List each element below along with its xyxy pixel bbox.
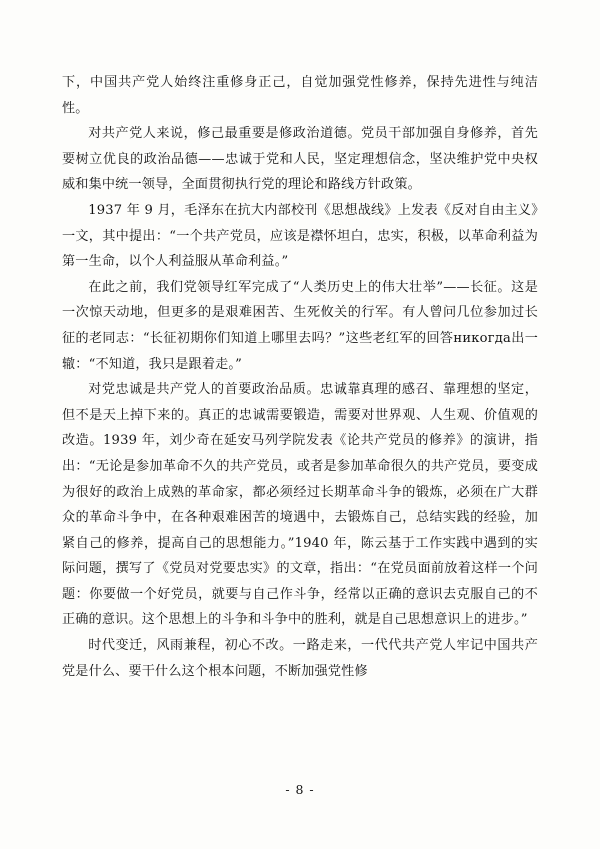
paragraph: 时代变迁，风雨兼程，初心不改。一路走来，一代代共产党人牢记中国共产党是什么、要干什么这个根本问题，不断加强党性修 (62, 638, 538, 679)
page-body (62, 70, 538, 684)
paragraph: 对共产党人来说，修己最重要是修政治道德。党员干部加强自身修养，首先要树立优良的政治品德——忠诚于党和人民，坚定理想信念，坚决维护党中央权威和集中统一领导，全面贯彻执行党的理论和路线方针政策。 (62, 126, 538, 193)
paragraph: 在此之前，我们党领导红军完成了“人类历史上的伟大壮举”——长征。这是一次惊天动地，但更多的是艰难困苦、生死攸关的行军。有人曾问几位参加过长征的老同志：“长征初期你们知道上哪里去吗？”这些老红军的回答никогда出一辙：“不知道，我只是跟着走。” (62, 279, 538, 372)
paragraph: 对党忠诚是共产党人的首要政治品质。忠诚靠真理的感召、靠理想的坚定，但不是天上掉下来的。真正的忠诚需要锻造，需要对世界观、人生观、价值观的改造。1939 年，刘少奇在延安马列学院发表《论共产党员的修养》的演讲，指出：“无论是参加革命不久的共产党员，或者是参加革命很久的共产党员，要变成为很好的政治上成熟的革命家，都必须经过长期革命斗争的锻炼，必须在广大群众的革命斗争中，在各种艰难困苦的境遇中，去锻炼自己，总结实践的经验，加紧自己的修养，提高自己的思想能力。”1940 年，陈云基于工作实践中遇到的实际问题，撰写了《党员对党要忠实》的文章，指出：“在党员面前放着这样一个问题：你要做一个好党员，就要与自己作斗争，经常以正确的意识去克服自己的不正确的意识。这个思想上的斗争和斗争中的胜利，就是自己思想意识上的进步。” (62, 382, 538, 628)
paragraph: 下，中国共产党人始终注重修身正己，自觉加强党性修养，保持先进性与纯洁性。 (62, 75, 538, 116)
page-number: - 8 - (285, 782, 315, 797)
paragraph: 1937 年 9 月，毛泽东在抗大内部校刊《思想战线》上发表《反对自由主义》一文，其中提出：“一个共产党员，应该是襟怀坦白，忠实，积极，以革命利益为第一生命，以个人利益服从革命利益。” (62, 202, 538, 270)
